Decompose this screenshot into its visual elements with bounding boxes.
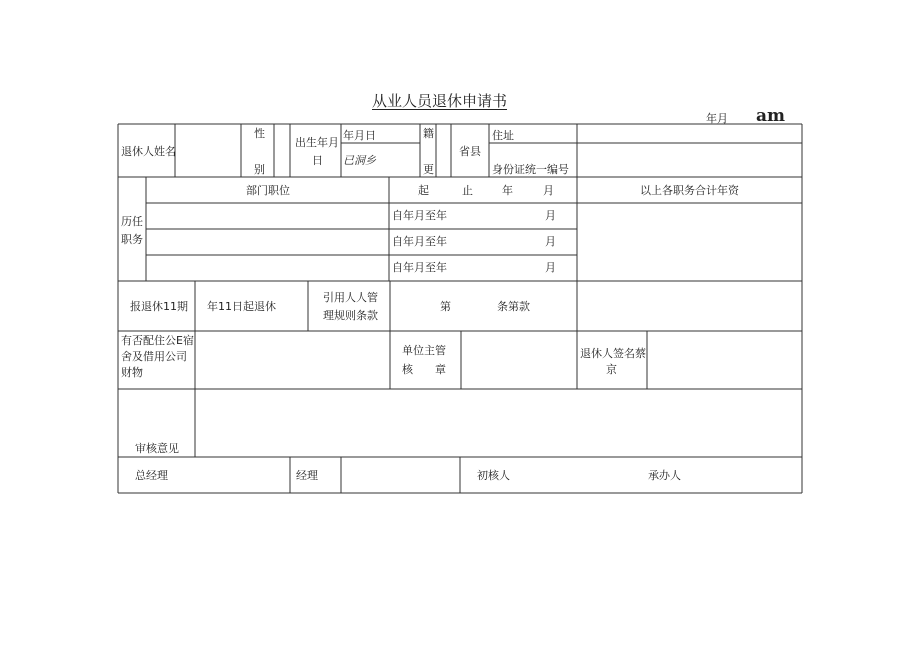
history-row-1-from: 自年月至年: [392, 209, 447, 222]
department-position-header: 部门职位: [246, 184, 290, 197]
birth-date-value: 年月日: [343, 129, 376, 142]
period-header-start: 起: [418, 184, 429, 197]
gender-label-bottom: 别: [254, 163, 265, 176]
article-suffix: 条第款: [497, 300, 530, 313]
initial-reviewer-label: 初核人: [477, 469, 510, 482]
history-label-bottom: 职务: [121, 233, 143, 246]
general-manager-label: 总经理: [135, 469, 168, 482]
supervisor-seal-label-top: 单位主管: [402, 344, 446, 357]
handler-label: 承办人: [648, 469, 681, 482]
period-header-year: 年: [502, 184, 513, 197]
total-seniority-header: 以上各职务合计年资: [640, 184, 739, 197]
province-county-label: 省县: [459, 145, 481, 158]
manager-label: 经理: [296, 469, 318, 482]
assets-label-line-3: 财物: [121, 366, 143, 379]
retirement-date-value: 年11日起退休: [207, 300, 276, 313]
retiree-signature-label-2: 京: [606, 363, 617, 376]
rule-label-bottom: 理规则条款: [323, 309, 378, 322]
history-row-1-to: 月: [545, 209, 556, 222]
form-title: 从业人员退休申请书: [372, 92, 508, 110]
native-label-top: 籍: [423, 127, 434, 140]
assets-label-line-2: 舍及借用公司: [121, 350, 187, 363]
supervisor-seal-label-bottom: 核 章: [402, 363, 446, 376]
retirement-period-label: 报退休11期: [130, 300, 188, 313]
header-mark: am: [756, 106, 786, 126]
id-number-label: 身份证统一编号: [492, 163, 569, 176]
birth-label-day: 日: [312, 154, 323, 167]
history-row-3-from: 自年月至年: [392, 261, 447, 274]
article-prefix: 第: [440, 300, 451, 313]
period-header-month: 月: [543, 184, 554, 197]
gender-label-top: 性: [254, 127, 265, 140]
birth-label: 出生年月: [295, 136, 339, 149]
retiree-signature-label: 退休人签名蔡: [580, 347, 646, 360]
rule-label-top: 引用人人管: [323, 291, 378, 304]
history-row-2-to: 月: [545, 235, 556, 248]
period-header-end: 止: [462, 184, 473, 197]
history-row-3-to: 月: [545, 261, 556, 274]
native-label-bottom: 更: [423, 163, 434, 176]
birth-place-value: 已洞乡: [343, 154, 376, 167]
assets-label-line-1: 有否配住公E宿: [121, 334, 194, 347]
address-label: 住址: [492, 129, 514, 142]
retiree-name-label: 退休人姓名: [121, 145, 176, 158]
history-row-2-from: 自年月至年: [392, 235, 447, 248]
review-opinion-label: 审核意见: [135, 442, 179, 455]
date-label: 年月: [706, 112, 728, 125]
history-label-top: 历任: [121, 215, 143, 228]
